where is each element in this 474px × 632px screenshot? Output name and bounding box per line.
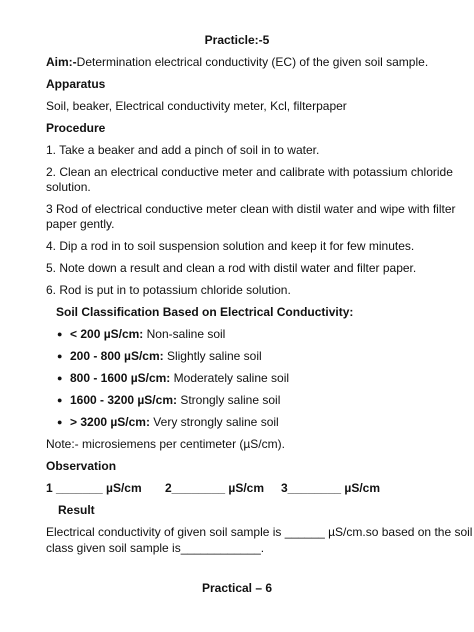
observation-reading: 1 _______ µS/cm: [46, 481, 142, 495]
salinity-class: Non-saline soil: [143, 327, 226, 341]
observation-reading: 3________ µS/cm: [281, 481, 380, 495]
procedure-step: 5. Note down a result and clean a rod with distil water and filter paper.: [46, 261, 417, 275]
bullet-icon: ●: [57, 329, 63, 339]
salinity-class: Moderately saline soil: [170, 371, 290, 385]
result-line: Electrical conductivity of given soil sample is ______ µS/cm.so based on the soil: [46, 525, 473, 539]
bullet-icon: ●: [57, 417, 63, 427]
salinity-class: Strongly saline soil: [176, 393, 281, 407]
procedure-step: 6. Rod is put in to potassium chloride solution.: [46, 283, 291, 297]
ec-range: < 200 µS/cm:: [70, 327, 144, 341]
bullet-icon: ●: [57, 351, 63, 361]
apparatus-text: Soil, beaker, Electrical conductivity meter, Kcl, filterpaper: [46, 99, 347, 113]
bullet-icon: ●: [57, 373, 63, 383]
list-item: [57, 349, 262, 364]
aim-text: Determination electrical conductivity (EC) of the given soil sample.: [76, 55, 429, 69]
list-item: [57, 327, 226, 342]
result-line: class given soil sample is____________.: [46, 541, 265, 555]
observation-reading: 2________ µS/cm: [165, 481, 264, 495]
salinity-class: Slightly saline soil: [163, 349, 262, 363]
apparatus-heading: Apparatus: [46, 77, 106, 91]
classification-heading: Soil Classification Based on Electrical Conductivity:: [56, 305, 354, 319]
procedure-step: 3 Rod of electrical conductive meter clean with distil water and wipe with filter paper gently.: [46, 202, 456, 231]
observation-heading: Observation: [46, 459, 117, 473]
note-text: Note:- microsiemens per centimeter (µS/cm).: [46, 437, 285, 451]
procedure-heading: Procedure: [46, 121, 106, 135]
ec-range: 800 - 1600 µS/cm:: [70, 371, 171, 385]
ec-range: > 3200 µS/cm:: [70, 415, 150, 429]
aim-label: Aim:-: [46, 55, 77, 69]
procedure-step: 4. Dip a rod in to soil suspension solution and keep it for few minutes.: [46, 239, 415, 253]
procedure-step: 1. Take a beaker and add a pinch of soil in to water.: [46, 143, 320, 157]
practical-heading: Practicle:-5: [204, 33, 270, 47]
list-item: [57, 393, 281, 408]
ec-range: 1600 - 3200 µS/cm:: [70, 393, 177, 407]
bullet-icon: ●: [57, 395, 63, 405]
ec-range: 200 - 800 µS/cm:: [70, 349, 164, 363]
next-practical-heading: Practical – 6: [201, 581, 273, 595]
salinity-class: Very strongly saline soil: [149, 415, 279, 429]
aim-line: [46, 55, 428, 70]
list-item: [57, 371, 290, 386]
list-item: [57, 415, 279, 430]
procedure-step: 2. Clean an electrical conductive meter and calibrate with potassium chloride solution.: [46, 165, 453, 194]
result-heading: Result: [58, 503, 95, 517]
